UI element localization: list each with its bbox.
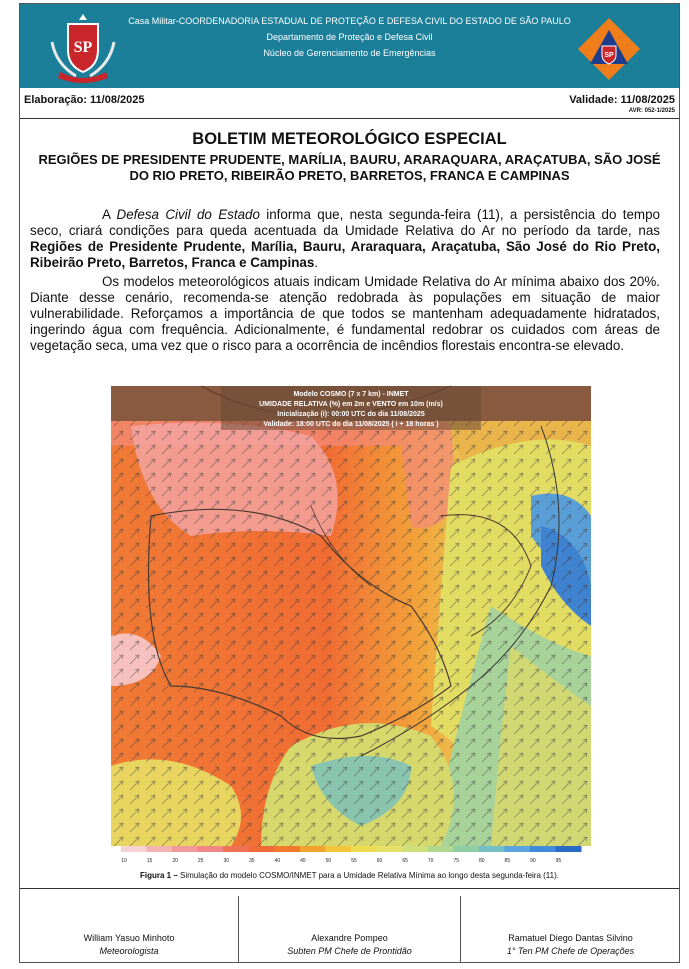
humidity-forecast-map [111,386,591,864]
signature-operacoes [461,896,680,962]
scale-tick-label: 15 [146,858,153,864]
paragraph-2 [30,274,660,354]
scale-swatch [555,846,581,852]
signature-name: Alexandre Pompeo [311,933,388,943]
scale-tick-label: 30 [223,858,230,864]
seal-text: SP [73,39,93,56]
defesa-civil-logo-icon [576,16,642,82]
scale-tick-label: 50 [325,858,332,864]
map-title-line-4: Validade: 18:00 UTC do dia 11/08/2025 ( i + 18 horas ) [263,421,439,428]
bulletin-subtitle: REGIÕES DE PRESIDENTE PRUDENTE, MARÍLIA, BAURU, ARARAQUARA, ARAÇATUBA, SÃO JOSÉ DO RIO PRETO, RIBEIRÃO PRETO, BARRETOS, FRANCA E CAMPINAS [38,152,661,183]
elaboration-date: Elaboração: 11/08/2025 [24,94,145,106]
scale-swatch [351,846,377,852]
figure-caption [20,871,679,880]
header-line-1: Casa Militar-COORDENADORIA ESTADUAL DE PROTEÇÃO E DEFESA CIVIL DO ESTADO DE SÃO PAULO [128,16,571,26]
bulletin-title: BOLETIM METEOROLÓGICO ESPECIAL [192,130,507,148]
signature-name: William Yasuo Minhoto [83,933,175,943]
p1-part-e: . [314,255,319,270]
scale-tick-label: 10 [121,858,127,864]
scale-tick-label: 20 [172,858,178,864]
p1-part-a: A [102,207,117,222]
signature-role: Meteorologista [99,946,159,956]
p1-part-c: informa que, nesta segunda-feira (11), a persistência do tempo seco, criará condições para queda acentuada da Umidade Relativa do Ar no período da tarde, nas [30,207,660,238]
scale-swatch [249,846,275,852]
header-divider [20,118,679,119]
scale-swatch [402,846,428,852]
scale-tick-label: 85 [504,858,511,864]
scale-swatch [504,846,530,852]
humidity-scale-bar [121,846,582,852]
humidity-scale-labels [121,858,561,864]
caption-text: Simulação do modelo COSMO/INMET para a Umidade Relativa Mínima ao longo desta segunda-feira (11). [180,871,559,880]
scale-swatch [428,846,454,852]
scale-swatch [325,846,351,852]
signature-name: Ramatuel Diego Dantas Silvino [508,933,633,943]
p2-text: Os modelos meteorológicos atuais indicam Umidade Relativa do Ar mínima abaixo dos 20%. Diante desse cenário, recomenda-se atenção redobrada às populações em situação de maior vulnerabilidade. Reforçamos a importância de que todos se mantenham adequadamente hidratados, ingerindo água com frequência. Adicionalmente, é fundamental redobrar os cuidados com áreas de vegetação seca, uma vez que o risco para a ocorrência de incêndios florestais encontra-se elevado. [30,274,660,353]
scale-tick-label: 45 [300,858,306,864]
scale-tick-label: 90 [530,858,536,864]
signature-meteorologist [20,896,239,962]
avr-code: AVR: 052-1/2025 [628,108,675,114]
scale-swatch [530,846,556,852]
scale-swatch [121,846,147,852]
scale-tick-label: 25 [197,858,204,864]
signature-divider [20,888,679,889]
scale-tick-label: 65 [402,858,408,864]
header-line-2: Departamento de Proteção e Defesa Civil [266,32,433,42]
header-line-3: Núcleo de Gerenciamento de Emergências [263,48,436,58]
map-title-line-1: Modelo COSMO (7 x 7 km) - INMET [293,391,409,398]
p1-agency: Defesa Civil do Estado [116,207,260,222]
caption-label: Figura 1 – [139,871,180,880]
scale-swatch [377,846,403,852]
scale-tick-label: 55 [351,858,357,864]
scale-tick-label: 35 [248,858,255,864]
scale-tick-label: 40 [274,858,281,864]
scale-tick-label: 70 [427,858,434,864]
scale-tick-label: 60 [376,858,383,864]
scale-swatch [198,846,224,852]
scale-swatch [300,846,326,852]
bulletin-page [19,3,680,963]
scale-tick-label: 75 [453,858,460,864]
dc-logo-text: SP [604,52,614,59]
header-banner [20,4,679,88]
scale-swatch [274,846,300,852]
validity-date: Validade: 11/08/2025 [569,94,675,106]
scale-tick-label: 95 [555,858,562,864]
scale-swatch [147,846,173,852]
scale-swatch [223,846,249,852]
map-title-line-3: Inicialização (i): 00:00 UTC do dia 11/08/2025 [277,411,425,418]
scale-swatch [453,846,479,852]
signature-role: 1° Ten PM Chefe de Operações [506,946,635,956]
scale-swatch [172,846,198,852]
p1-regions: Regiões de Presidente Prudente, Marília, Bauru, Araraquara, Araçatuba, São José do Rio Preto, Ribeirão Preto, Barretos, Franca e Campinas [30,239,660,270]
paragraph-1 [30,207,660,271]
signature-role: Subten PM Chefe de Prontidão [287,946,412,956]
signature-prontidao [239,896,461,962]
map-title-line-2: UMIDADE RELATIVA (%) em 2m e VENTO em 10m (m/s) [259,401,443,408]
scale-tick-label: 80 [478,858,485,864]
scale-swatch [479,846,505,852]
